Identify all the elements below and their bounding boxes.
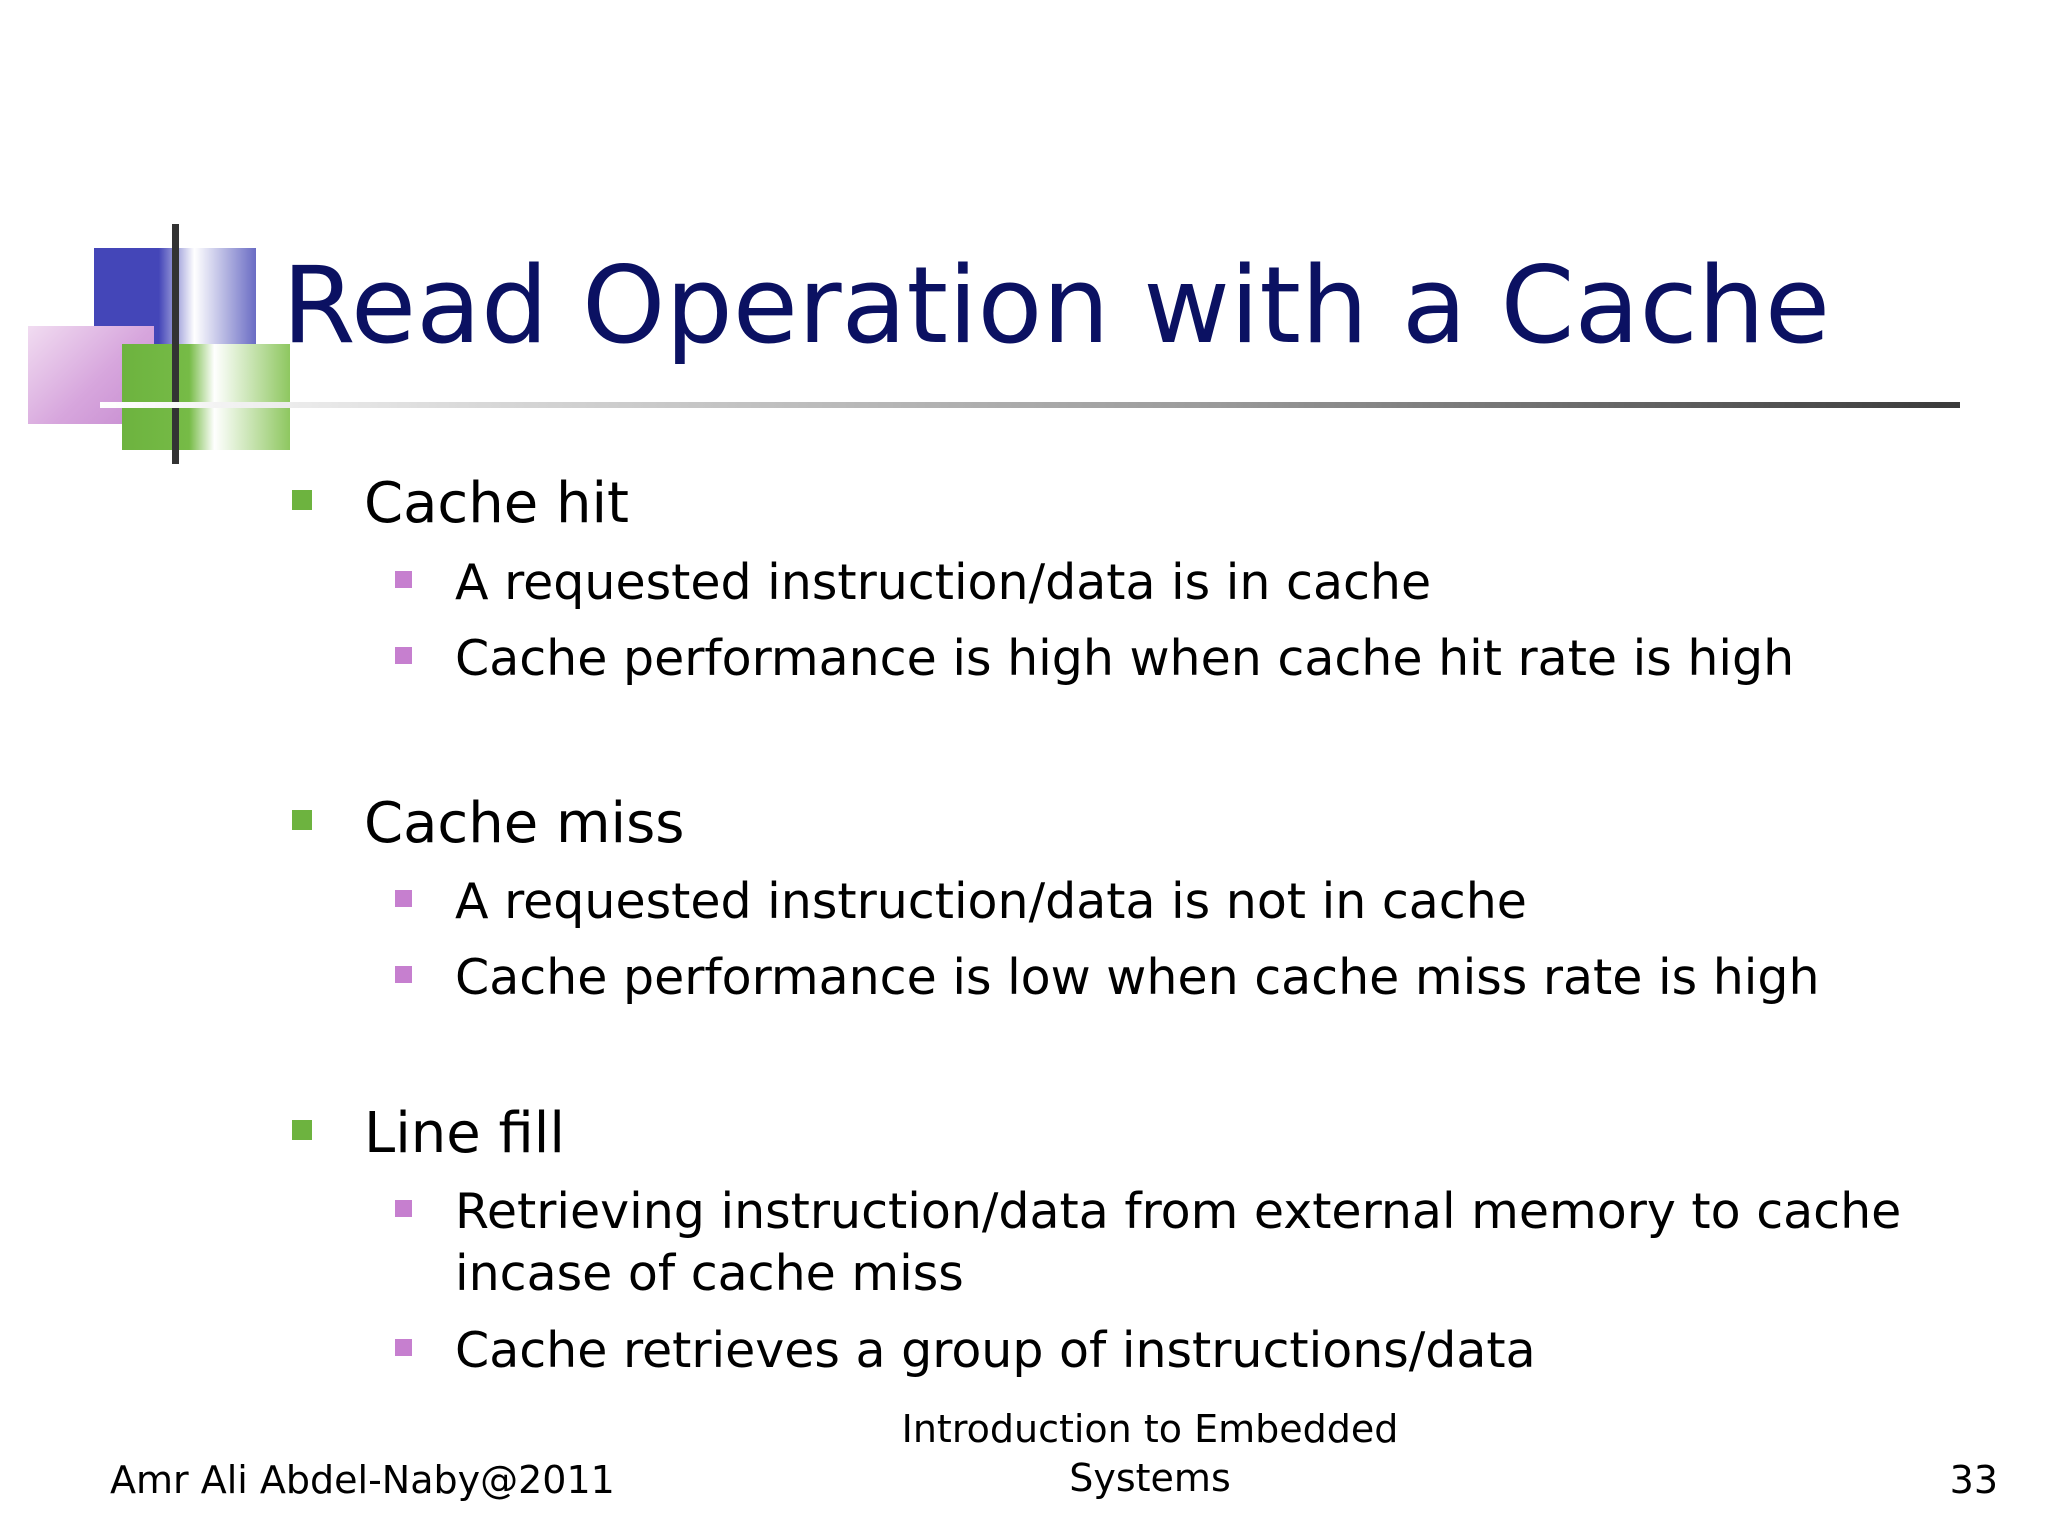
bullet-square-icon (292, 1120, 312, 1140)
page-number: 33 (1949, 1458, 1998, 1502)
sub-bullet-square-icon (395, 1339, 412, 1356)
sub-bullet-square-icon (395, 647, 412, 664)
bullet-square-icon (292, 810, 312, 830)
decor-vertical-line (172, 224, 179, 464)
sub-bullet-square-icon (395, 571, 412, 588)
section-heading: Line fill (364, 1101, 565, 1166)
section-point: Retrieving instruction/data from external memory to cache incase of cache miss (455, 1183, 1902, 1303)
decor-green-square (122, 344, 290, 450)
slide-title: Read Operation with a Cache (282, 244, 1831, 367)
bullet-square-icon (292, 490, 312, 510)
section-point: A requested instruction/data is in cache (455, 554, 1432, 611)
section-heading: Cache miss (364, 791, 685, 856)
section-point: Cache retrieves a group of instructions/data (455, 1322, 1536, 1379)
title-underline (100, 402, 1960, 408)
section-point: Cache performance is low when cache miss rate is high (455, 949, 1820, 1006)
footer-author: Amr Ali Abdel-Naby@2011 (110, 1458, 615, 1502)
footer-course-title: Introduction to Embedded Systems (901, 1407, 1399, 1500)
sub-bullet-square-icon (395, 966, 412, 983)
sub-bullet-square-icon (395, 1200, 412, 1217)
section-point: A requested instruction/data is not in cache (455, 873, 1527, 930)
section-heading: Cache hit (364, 471, 629, 536)
section-point: Cache performance is high when cache hit rate is high (455, 630, 1795, 687)
sub-bullet-square-icon (395, 890, 412, 907)
